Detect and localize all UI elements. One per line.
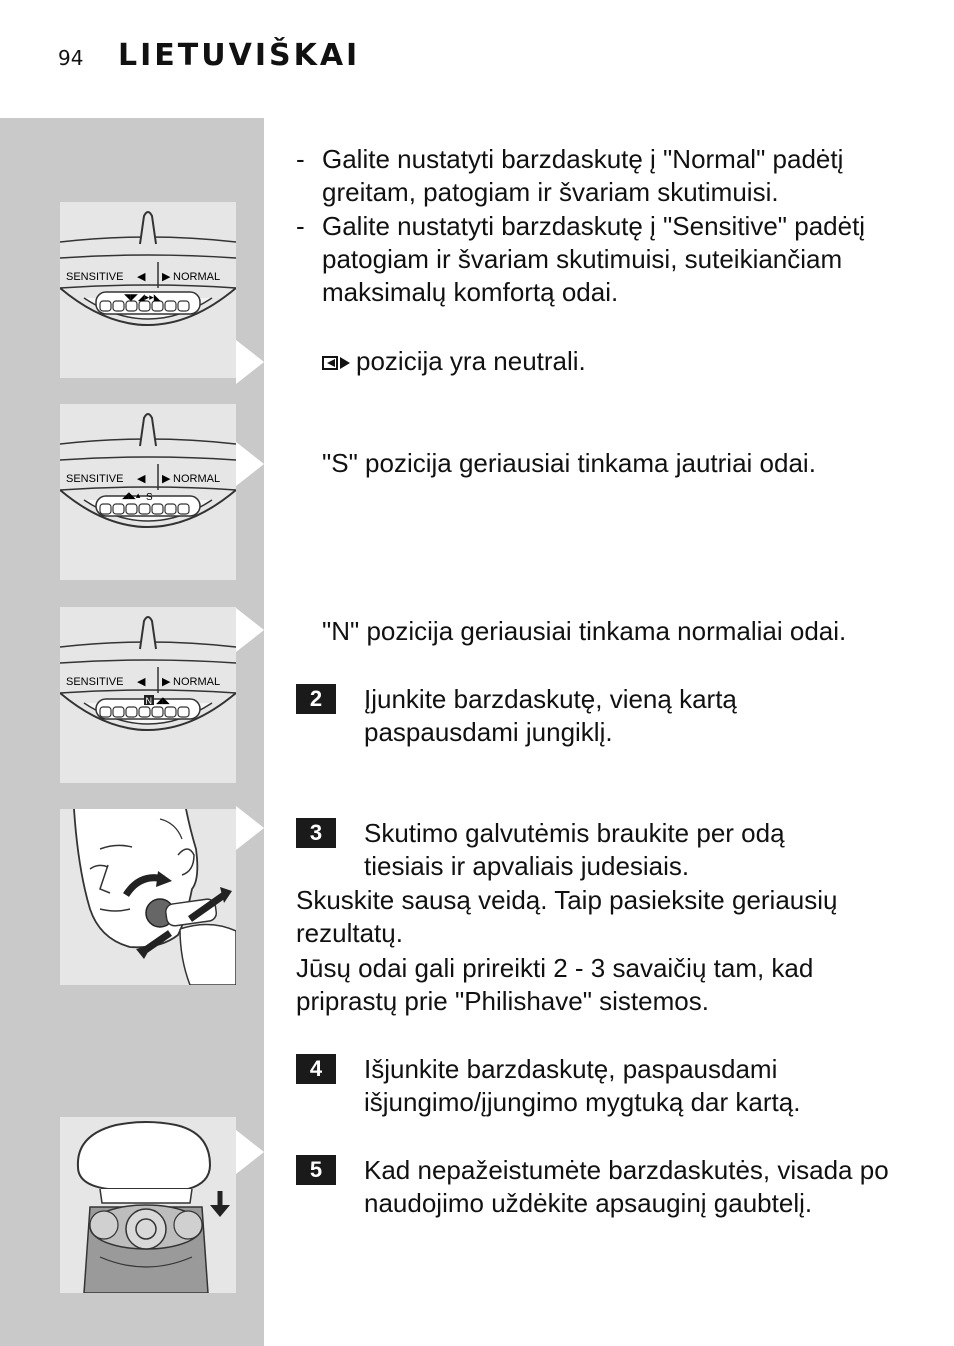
- s-mark: S: [146, 492, 153, 503]
- sensitive-label: SENSITIVE: [66, 271, 124, 283]
- normal-label: NORMAL: [173, 271, 221, 283]
- step-text-3: Skutimo galvutėmis braukite per odą tiesiais ir apvaliais judesiais.: [364, 818, 785, 881]
- bullet-item-normal: Galite nustatyti barzdaskutę į "Normal" padėtį greitam, patogiam ir švariam skutimuisi.: [322, 144, 844, 207]
- section-title: LIETUVIŠKAI: [118, 38, 361, 73]
- panel-pointer: [236, 442, 264, 486]
- step-number-3: 3: [296, 818, 336, 848]
- panel-pointer: [236, 340, 264, 384]
- step-text-5: Kad nepažeistumėte barzdaskutės, visada po naudojimo uždėkite apsauginį gaubtelį.: [364, 1155, 889, 1218]
- step-text-4: Išjunkite barzdaskutę, paspausdami išjungimo/įjungimo mygtuką dar kartą.: [364, 1054, 801, 1117]
- step-number-2: 2: [296, 684, 336, 714]
- svg-text:◀: ◀: [137, 676, 146, 688]
- normal-label: NORMAL: [173, 676, 221, 688]
- step3-note-adapt: Jūsų odai gali prireikti 2 - 3 savaičių tam, kad priprastų prie "Philishave" sistemos.: [296, 953, 814, 1016]
- svg-text:◥◤◢▸▸◣: ◥◤◢▸▸◣: [124, 292, 161, 302]
- svg-text:▶: ▶: [162, 271, 171, 283]
- panel-pointer: [236, 806, 264, 850]
- panel-pointer: [236, 608, 264, 652]
- svg-text:▶: ▶: [162, 676, 171, 688]
- svg-text:◢◣▴: ◢◣▴: [122, 490, 141, 500]
- svg-text:▶: ▶: [162, 473, 171, 485]
- step3-note-dry: Skuskite sausą veidą. Taip pasieksite geriausių rezultatų.: [296, 885, 838, 948]
- step-number-5: 5: [296, 1155, 336, 1185]
- panel-pointer: [236, 1130, 264, 1174]
- sensitive-label: SENSITIVE: [66, 473, 124, 485]
- dial-illustration-s: [60, 404, 236, 580]
- normal-label: NORMAL: [173, 473, 221, 485]
- bullet-dash: -: [296, 211, 305, 241]
- bullet-dash: -: [296, 144, 305, 174]
- neutral-position-text: pozicija yra neutrali.: [356, 346, 586, 376]
- protection-cap-illustration: [60, 1117, 236, 1293]
- svg-text:◀: ◀: [137, 271, 146, 283]
- sensitive-label: SENSITIVE: [66, 676, 124, 688]
- dial-illustration-n: [60, 607, 236, 783]
- step-text-2: Įjunkite barzdaskutę, vieną kartą paspausdami jungiklį.: [364, 684, 737, 747]
- svg-text:◀: ◀: [137, 473, 146, 485]
- svg-text:◢◣: ◢◣: [156, 695, 170, 705]
- neutral-position-line: [322, 345, 586, 378]
- face-shaving-illustration: [60, 809, 236, 985]
- neutral-position-icon: [322, 355, 352, 371]
- n-position-text: "N" pozicija geriausiai tinkama normaliai odai.: [322, 616, 847, 646]
- step-number-4: 4: [296, 1054, 336, 1084]
- dial-illustration-neutral: [60, 202, 236, 378]
- page-number: 94: [58, 46, 84, 70]
- bullet-item-sensitive: Galite nustatyti barzdaskutę į "Sensitive" padėtį patogiam ir švariam skutimuisi, suteikiančiam maksimalų komfortą odai.: [322, 211, 866, 307]
- n-mark: N: [145, 696, 152, 706]
- s-position-text: "S" pozicija geriausiai tinkama jautriai odai.: [322, 448, 816, 478]
